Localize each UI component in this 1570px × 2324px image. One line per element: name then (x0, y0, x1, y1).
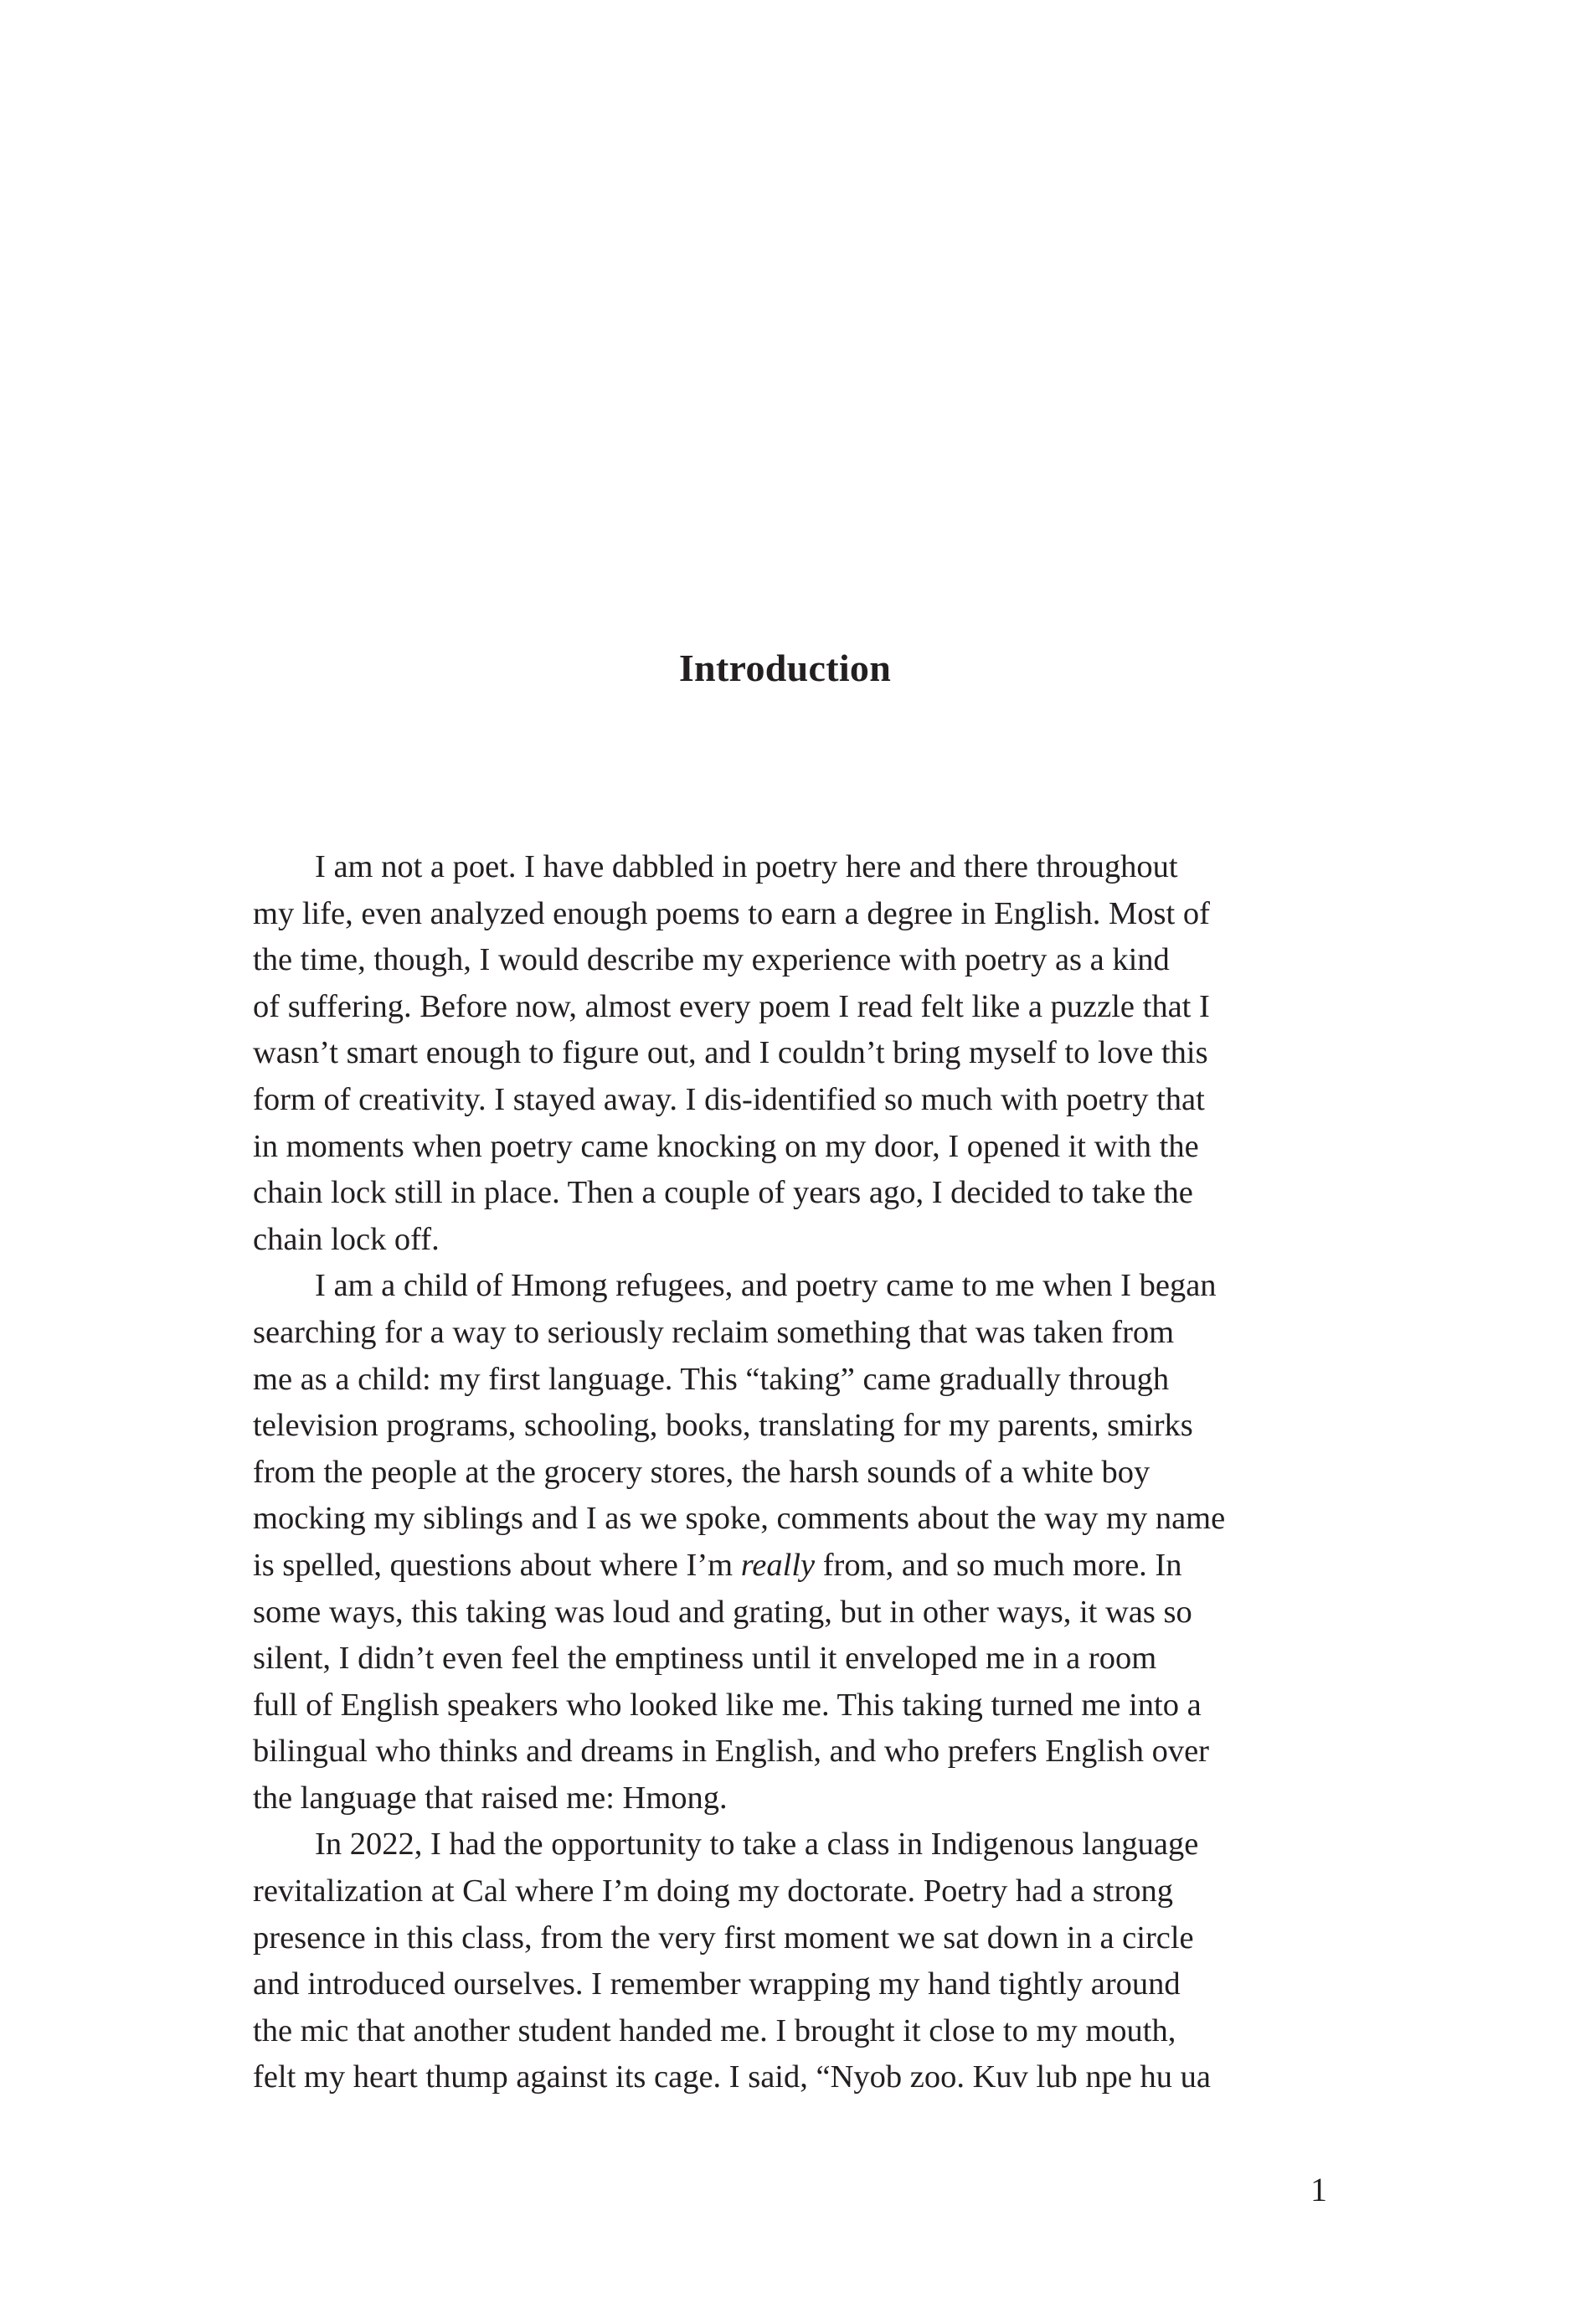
text-line: the language that raised me: Hmong. (253, 1780, 728, 1816)
text-line: bilingual who thinks and dreams in English, and who prefers English over (253, 1734, 1209, 1770)
text-line: silent, I didn’t even feel the emptiness until it enveloped me in a room (253, 1641, 1157, 1677)
text-segment: from, and so much more. In (815, 1547, 1182, 1583)
text-line: wasn’t smart enough to figure out, and I couldn’t bring myself to love this (253, 1035, 1208, 1071)
italic-emphasis: really (740, 1547, 816, 1583)
text-line: television programs, schooling, books, translating for my parents, smirks (253, 1408, 1193, 1444)
text-line: chain lock off. (253, 1221, 440, 1257)
text-line: mocking my siblings and I as we spoke, comments about the way my name (253, 1501, 1226, 1537)
text-line: of suffering. Before now, almost every poem I read felt like a puzzle that I (253, 988, 1210, 1024)
body-text (253, 844, 1341, 2101)
text-line: and introduced ourselves. I remember wrapping my hand tightly around (253, 1966, 1181, 2002)
text-line: from the people at the grocery stores, the harsh sounds of a white boy (253, 1454, 1150, 1490)
text-line: I am not a poet. I have dabbled in poetry here and there throughout (315, 849, 1178, 884)
paragraph-2 (253, 1263, 1341, 1822)
text-line: chain lock still in place. Then a couple of years ago, I decided to take the (253, 1175, 1193, 1211)
text-line: form of creativity. I stayed away. I dis-identified so much with poetry that (253, 1081, 1205, 1117)
text-line-with-italic (253, 1543, 1341, 1590)
paragraph-1 (253, 844, 1341, 1263)
text-line: searching for a way to seriously reclaim something that was taken from (253, 1314, 1175, 1350)
text-segment: is spelled, questions about where I’m (253, 1547, 741, 1583)
text-line: full of English speakers who looked like me. This taking turned me into a (253, 1687, 1202, 1723)
text-line: some ways, this taking was loud and grating, but in other ways, it was so (253, 1594, 1192, 1630)
text-line: In 2022, I had the opportunity to take a class in Indigenous language (315, 1827, 1199, 1863)
paragraph-3 (253, 1822, 1341, 2101)
text-line: I am a child of Hmong refugees, and poetry came to me when I began (315, 1268, 1217, 1304)
text-line: my life, even analyzed enough poems to earn a degree in English. Most of (253, 895, 1210, 931)
text-line: in moments when poetry came knocking on my door, I opened it with the (253, 1128, 1199, 1164)
text-line: revitalization at Cal where I’m doing my doctorate. Poetry had a strong (253, 1873, 1174, 1909)
text-line: the time, though, I would describe my experience with poetry as a kind (253, 942, 1170, 978)
text-line: me as a child: my first language. This “taking” came gradually through (253, 1361, 1170, 1397)
page-number: 1 (1310, 2171, 1327, 2208)
text-line: the mic that another student handed me. I brought it close to my mouth, (253, 2012, 1176, 2048)
text-line: felt my heart thump against its cage. I said, “Nyob zoo. Kuv lub npe hu ua (253, 2059, 1212, 2095)
chapter-title: Introduction (678, 647, 892, 689)
text-line: presence in this class, from the very first moment we sat down in a circle (253, 1919, 1194, 1956)
